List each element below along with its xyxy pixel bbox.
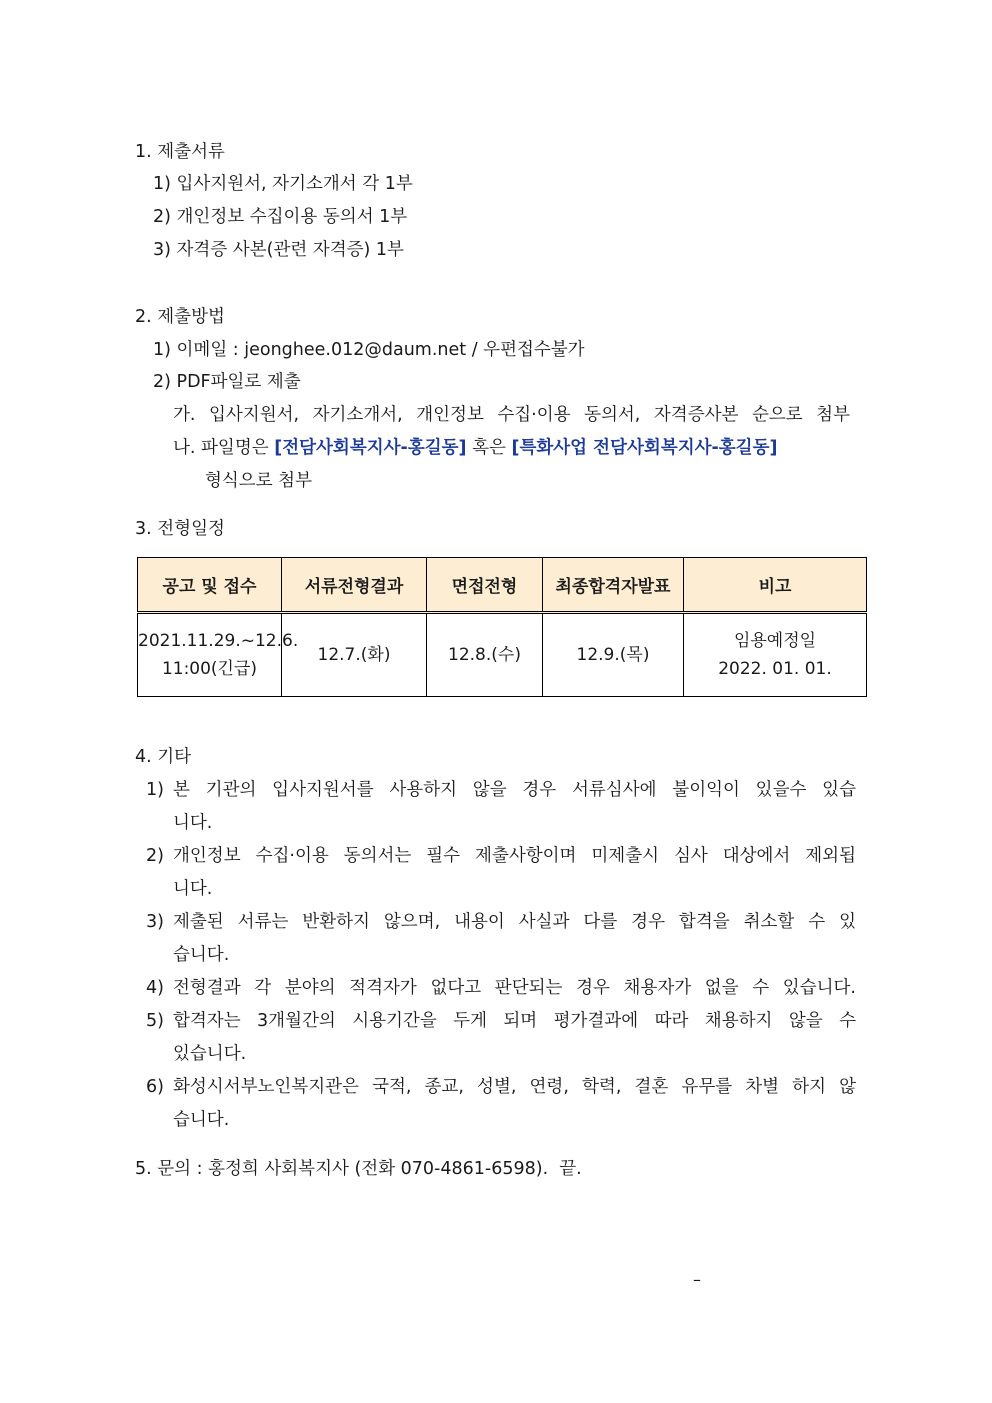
etc-item-1-line2: 니다. [173, 813, 213, 833]
header-interview: 면접전형 [427, 558, 543, 613]
etc-item-3-line2: 습니다. [173, 945, 230, 965]
sub-na-prefix: 나. 파일명은 [173, 438, 275, 458]
sub-na-mid: 혹은 [466, 438, 512, 458]
footer-mark: – [693, 1270, 701, 1289]
etc-item-2-line2: 니다. [173, 879, 213, 899]
schedule-row [138, 613, 867, 697]
cell-final: 12.9.(목) [543, 613, 684, 697]
filename-format-1: [전담사회복지사-홍길동] [274, 438, 467, 458]
etc-item-1-line1: 본 기관의 입사지원서를 사용하지 않을 경우 서류심사에 불이익이 있을수 있습 [173, 780, 856, 800]
period-line-2: 11:00(긴급) [161, 659, 258, 679]
etc-num-1: 1) [146, 780, 164, 800]
contact-line: 5. 문의 : 홍정희 사회복지사 (전화 070-4861-6598). 끝. [135, 1159, 582, 1179]
etc-item-6-line2: 습니다. [173, 1110, 230, 1130]
section1-heading: 1. 제출서류 [135, 142, 225, 162]
etc-item-5-line1: 합격자는 3개월간의 시용기간을 두게 되며 평가결과에 따라 채용하지 않을 수 [173, 1011, 856, 1031]
etc-num-5: 5) [146, 1011, 164, 1031]
etc-item-5-line2: 있습니다. [173, 1044, 247, 1064]
header-announcement: 공고 및 접수 [138, 558, 282, 613]
section2-sub-na-cont: 형식으로 첨부 [205, 471, 312, 491]
schedule-table [137, 557, 867, 697]
period-line-1: 2021.11.29.~12.6. [138, 631, 299, 651]
section1-item-1: 1) 입사지원서, 자기소개서 각 1부 [153, 174, 413, 194]
note-line-2: 2022. 01. 01. [718, 659, 832, 679]
section1-item-2: 2) 개인정보 수집이용 동의서 1부 [153, 207, 408, 227]
section2-item-2: 2) PDF파일로 제출 [153, 372, 301, 392]
etc-num-6: 6) [146, 1077, 164, 1097]
section4-heading: 4. 기타 [135, 747, 192, 767]
section2-heading: 2. 제출방법 [135, 307, 225, 327]
section1-item-3: 3) 자격증 사본(관련 자격증) 1부 [153, 240, 404, 260]
schedule-header-row [138, 558, 867, 613]
cell-interview: 12.8.(수) [427, 613, 543, 697]
section2-item-1: 1) 이메일 : jeonghee.012@daum.net / 우편접수불가 [153, 340, 585, 360]
etc-item-4-line1: 전형결과 각 분야의 적격자가 없다고 판단되는 경우 채용자가 없을 수 있습니다. [173, 978, 856, 998]
section2-sub-na [173, 436, 778, 460]
etc-item-6-line1: 화성시서부노인복지관은 국적, 종교, 성별, 연령, 학력, 결혼 유무를 차별 하지 않 [173, 1077, 856, 1097]
cell-doc-result: 12.7.(화) [282, 613, 427, 697]
etc-item-2-line1: 개인정보 수집·이용 동의서는 필수 제출사항이며 미제출시 심사 대상에서 제외됩 [173, 846, 856, 866]
section3-heading: 3. 전형일정 [135, 519, 225, 539]
etc-num-3: 3) [146, 912, 164, 932]
header-final: 최종합격자발표 [543, 558, 684, 613]
etc-item-3-line1: 제출된 서류는 반환하지 않으며, 내용이 사실과 다를 경우 합격을 취소할 수 있 [173, 912, 856, 932]
etc-num-2: 2) [146, 846, 164, 866]
cell-period [138, 613, 299, 697]
note-line-1: 임용예정일 [733, 631, 817, 651]
filename-format-2: [특화사업 전담사회복지사-홍길동] [511, 438, 778, 458]
section2-sub-ga: 가. 입사지원서, 자기소개서, 개인정보 수집·이용 동의서, 자격증사본 순으로 첨부 [173, 405, 850, 425]
header-note: 비고 [684, 558, 867, 613]
etc-num-4: 4) [146, 978, 164, 998]
header-doc-result: 서류전형결과 [282, 558, 427, 613]
cell-note [684, 613, 867, 697]
